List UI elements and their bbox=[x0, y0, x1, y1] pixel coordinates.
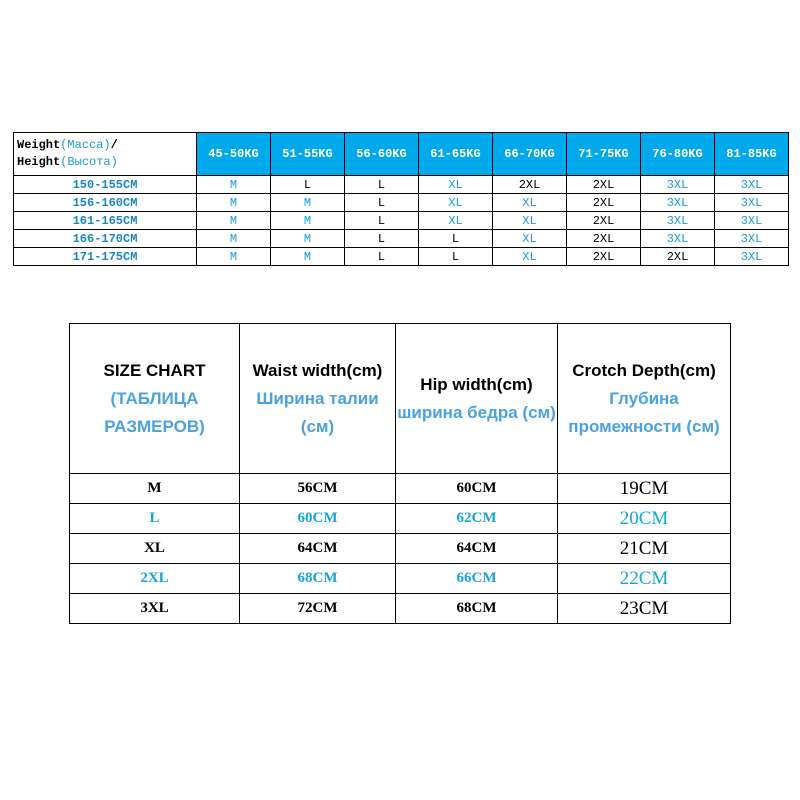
size-cell: L bbox=[345, 230, 419, 248]
height-cell: 171-175CM bbox=[14, 248, 197, 266]
weight-header-row bbox=[14, 133, 789, 176]
corner-height-ru: (Высота) bbox=[60, 155, 118, 169]
crotch-cell: 20CM bbox=[558, 504, 731, 534]
size-chart-header-row bbox=[70, 324, 731, 474]
crotch-cell: 19CM bbox=[558, 474, 731, 504]
size-cell: M bbox=[271, 248, 345, 266]
table-row bbox=[70, 564, 731, 594]
size-cell: M bbox=[271, 212, 345, 230]
table-row bbox=[70, 594, 731, 624]
waist-cell: 68CM bbox=[240, 564, 396, 594]
size-cell: XL bbox=[493, 212, 567, 230]
crotch-header-cell bbox=[558, 324, 731, 474]
height-cell: 166-170CM bbox=[14, 230, 197, 248]
table-row bbox=[14, 176, 789, 194]
header-en: Waist width(cm) bbox=[252, 360, 383, 380]
size-cell: M bbox=[197, 194, 271, 212]
waist-cell: 64CM bbox=[240, 534, 396, 564]
size-cell: 3XL bbox=[641, 194, 715, 212]
weight-height-table bbox=[13, 132, 789, 266]
size-cell: XL bbox=[419, 176, 493, 194]
height-cell: 150-155CM bbox=[14, 176, 197, 194]
size-cell: M bbox=[271, 194, 345, 212]
size-cell: 2XL bbox=[493, 176, 567, 194]
size-cell: L bbox=[419, 248, 493, 266]
weight-header-cell: 61-65KG bbox=[419, 133, 493, 176]
size-cell: L bbox=[70, 504, 240, 534]
waist-cell: 56CM bbox=[240, 474, 396, 504]
size-cell: L bbox=[345, 176, 419, 194]
weight-header-cell: 81-85KG bbox=[715, 133, 789, 176]
size-cell: 2XL bbox=[70, 564, 240, 594]
size-cell: 2XL bbox=[567, 248, 641, 266]
waist-header-cell bbox=[240, 324, 396, 474]
size-cell: L bbox=[419, 230, 493, 248]
hip-header-cell bbox=[396, 324, 558, 474]
size-cell: L bbox=[345, 248, 419, 266]
table-row bbox=[70, 474, 731, 504]
size-cell: XL bbox=[493, 194, 567, 212]
crotch-cell: 21CM bbox=[558, 534, 731, 564]
size-cell: 3XL bbox=[715, 230, 789, 248]
waist-cell: 72CM bbox=[240, 594, 396, 624]
corner-separator: / bbox=[110, 138, 118, 152]
weight-header-cell: 45-50KG bbox=[197, 133, 271, 176]
size-cell: 2XL bbox=[567, 176, 641, 194]
weight-header-cell: 56-60KG bbox=[345, 133, 419, 176]
table-row bbox=[70, 504, 731, 534]
size-cell: 3XL bbox=[715, 176, 789, 194]
weight-header-cell: 76-80KG bbox=[641, 133, 715, 176]
table-row bbox=[14, 212, 789, 230]
size-cell: L bbox=[345, 212, 419, 230]
corner-height-en: Height bbox=[17, 155, 61, 169]
size-cell: 3XL bbox=[641, 212, 715, 230]
size-cell: XL bbox=[419, 194, 493, 212]
table-row bbox=[70, 534, 731, 564]
weight-header-cell: 66-70KG bbox=[493, 133, 567, 176]
waist-cell: 60CM bbox=[240, 504, 396, 534]
crotch-cell: 23CM bbox=[558, 594, 731, 624]
weight-header-cell: 51-55KG bbox=[271, 133, 345, 176]
height-cell: 161-165CM bbox=[14, 212, 197, 230]
hip-cell: 60CM bbox=[396, 474, 558, 504]
size-chart-table bbox=[69, 323, 731, 624]
corner-cell bbox=[14, 133, 197, 176]
table-row bbox=[14, 230, 789, 248]
header-en: Hip width(cm) bbox=[420, 374, 533, 394]
size-cell: 2XL bbox=[567, 212, 641, 230]
size-cell: M bbox=[197, 212, 271, 230]
size-cell: L bbox=[345, 194, 419, 212]
size-cell: 2XL bbox=[567, 194, 641, 212]
size-cell: 3XL bbox=[70, 594, 240, 624]
size-cell: 3XL bbox=[641, 176, 715, 194]
size-cell: 3XL bbox=[715, 212, 789, 230]
size-cell: 3XL bbox=[641, 230, 715, 248]
hip-cell: 66CM bbox=[396, 564, 558, 594]
size-cell: 2XL bbox=[567, 230, 641, 248]
hip-cell: 68CM bbox=[396, 594, 558, 624]
size-cell: M bbox=[197, 230, 271, 248]
size-cell: XL bbox=[419, 212, 493, 230]
header-en: Crotch Depth(cm) bbox=[572, 360, 716, 380]
size-cell: 2XL bbox=[641, 248, 715, 266]
header-ru: Глубина промежности (см) bbox=[568, 388, 720, 436]
size-chart-header-cell bbox=[70, 324, 240, 474]
size-cell: M bbox=[197, 248, 271, 266]
height-cell: 156-160CM bbox=[14, 194, 197, 212]
table-row bbox=[14, 194, 789, 212]
header-ru: ширина бедра (см) bbox=[397, 402, 556, 422]
size-cell: XL bbox=[493, 230, 567, 248]
size-cell: M bbox=[70, 474, 240, 504]
header-ru: Ширина талии (см) bbox=[256, 388, 379, 436]
size-cell: M bbox=[197, 176, 271, 194]
weight-header-cell: 71-75KG bbox=[567, 133, 641, 176]
table-row bbox=[14, 248, 789, 266]
corner-weight-en: Weight bbox=[17, 138, 61, 152]
size-cell: 3XL bbox=[715, 194, 789, 212]
crotch-cell: 22CM bbox=[558, 564, 731, 594]
hip-cell: 62CM bbox=[396, 504, 558, 534]
hip-cell: 64CM bbox=[396, 534, 558, 564]
corner-weight-ru: (Масса) bbox=[60, 138, 111, 152]
size-cell: XL bbox=[493, 248, 567, 266]
size-cell: 3XL bbox=[715, 248, 789, 266]
size-cell: M bbox=[271, 230, 345, 248]
header-ru: (ТАБЛИЦА РАЗМЕРОВ) bbox=[104, 388, 205, 436]
header-en: SIZE CHART bbox=[103, 360, 206, 380]
size-cell: XL bbox=[70, 534, 240, 564]
size-cell: L bbox=[271, 176, 345, 194]
